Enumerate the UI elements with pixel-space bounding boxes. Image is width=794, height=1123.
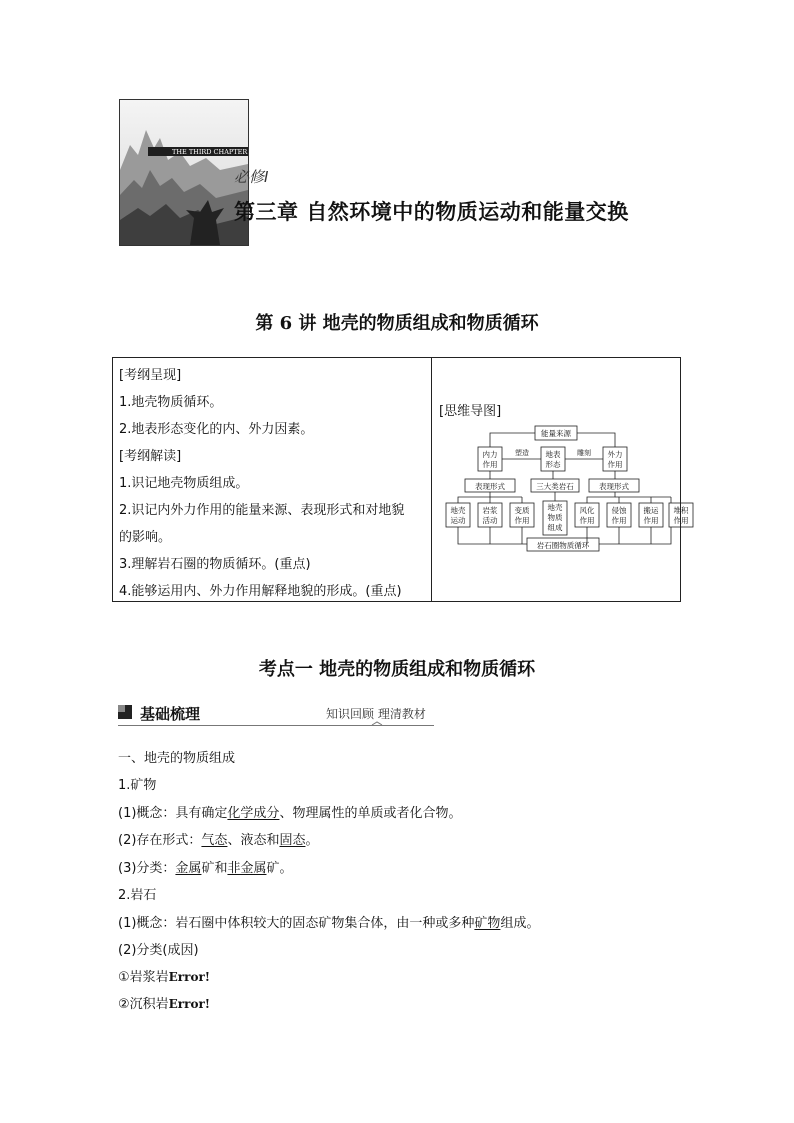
mindmap-internal-2: 作用	[482, 460, 498, 469]
blank-answer: 金属	[175, 861, 202, 876]
syllabus-item: 1.地壳物质循环。	[119, 395, 223, 410]
chapter-label: 必修Ⅰ	[234, 168, 269, 186]
interpretation-item: 4.能够运用内、外力作用解释地貌的形成。(重点)	[119, 584, 402, 599]
mindmap-carve: 雕刻	[577, 449, 591, 457]
cover-caption: THE THIRD CHAPTER	[172, 148, 248, 156]
section-banner	[118, 703, 436, 729]
mineral-classes: (3)分类：金属矿和非金属矿。	[118, 861, 293, 876]
mindmap-composition-2: 物质	[547, 513, 563, 522]
rock-concept: (1)概念：岩石圈中体积较大的固态矿物集合体，由一种或多种矿物组成。	[118, 916, 540, 931]
interpretation-item: 的影响。	[119, 530, 172, 545]
mindmap-metamorphism-2: 作用	[514, 516, 530, 525]
mindmap-magma-1: 岩浆	[482, 506, 498, 515]
mindmap-cycle: 岩石圈物质循环	[536, 541, 590, 550]
blank-answer: 矿物	[474, 916, 501, 931]
mindmap-crust-1: 地壳	[450, 506, 466, 515]
interpretation-item: 3.理解岩石圈的物质循环。(重点)	[119, 557, 311, 572]
syllabus-column	[113, 358, 432, 601]
banner-notch-icon	[372, 721, 382, 727]
interpretation-item: 2.识记内外力作用的能量来源、表现形式和对地貌	[119, 503, 405, 518]
banner-title: 基础梳理	[140, 705, 201, 723]
mindmap-deposition-1: 堆积	[673, 506, 689, 515]
heading-minerals: 1.矿物	[118, 778, 157, 793]
interpretation-item: 1.识记地壳物质组成。	[119, 476, 249, 491]
mindmap-composition-1: 地壳	[547, 503, 563, 512]
mindmap-transport-1: 搬运	[643, 506, 659, 515]
mindmap-energy: 能量来源	[541, 429, 571, 438]
mindmap-build: 塑造	[515, 449, 529, 457]
section-title: 考点一 地壳的物质组成和物质循环	[258, 659, 536, 680]
outline-table	[112, 357, 689, 602]
mindmap-diagram	[443, 422, 689, 556]
blank-answer: 非金属	[227, 861, 267, 876]
mineral-concept: (1)概念：具有确定化学成分、物理属性的单质或者化合物。	[118, 806, 462, 821]
blank-answer: 气态	[201, 833, 228, 848]
mindmap-erosion-1: 侵蚀	[611, 506, 627, 515]
mindmap-erosion-2: 作用	[611, 516, 627, 525]
mindmap-metamorphism-1: 变质	[514, 506, 530, 515]
error-placeholder: Error!	[168, 997, 211, 1011]
mindmap-external-2: 作用	[607, 460, 623, 469]
rock-classification: (2)分类(成因)	[118, 943, 199, 958]
mindmap-deposition-2: 作用	[673, 516, 689, 525]
mindmap-internal-1: 内力	[482, 450, 498, 459]
mindmap-label: [思维导图]	[439, 404, 502, 419]
mindmap-landform-1: 地表	[545, 450, 561, 459]
mindmap-rock-types: 三大类岩石	[536, 482, 574, 491]
mindmap-landform-2: 形态	[545, 460, 561, 469]
syllabus-heading: [考纲呈现]	[119, 368, 182, 383]
lecture-title: 第 6 讲 地壳的物质组成和物质循环	[255, 313, 539, 334]
mindmap-weathering-1: 风化	[579, 506, 595, 515]
mindmap-weathering-2: 作用	[579, 516, 595, 525]
error-placeholder: Error!	[168, 970, 211, 984]
mindmap-magma-2: 活动	[482, 516, 498, 525]
mindmap-external-forms: 表现形式	[599, 482, 629, 491]
interpretation-heading: [考纲解读]	[119, 449, 182, 464]
mindmap-transport-2: 作用	[643, 516, 659, 525]
heading-crust-composition: 一、地壳的物质组成	[118, 751, 236, 766]
mindmap-external-1: 外力	[607, 450, 623, 459]
mineral-states: (2)存在形式：气态、液态和固态。	[118, 833, 319, 848]
banner-square-icon	[118, 705, 132, 719]
sedimentary-rock: ②沉积岩Error!	[118, 997, 211, 1012]
blank-answer: 化学成分	[227, 806, 280, 821]
banner-subtitle: 知识回顾 理清教材	[326, 707, 426, 721]
igneous-rock: ①岩浆岩Error!	[118, 970, 211, 985]
syllabus-item: 2.地表形态变化的内、外力因素。	[119, 422, 314, 437]
chapter-cover-image	[119, 99, 249, 246]
chapter-title: 第三章 自然环境中的物质运动和能量交换	[234, 200, 629, 224]
blank-answer: 固态	[279, 833, 306, 848]
banner-divider	[118, 725, 434, 726]
mindmap-internal-forms: 表现形式	[475, 482, 505, 491]
mindmap-crust-2: 运动	[450, 516, 466, 525]
mindmap-composition-3: 组成	[547, 523, 563, 532]
heading-rocks: 2.岩石	[118, 888, 157, 903]
